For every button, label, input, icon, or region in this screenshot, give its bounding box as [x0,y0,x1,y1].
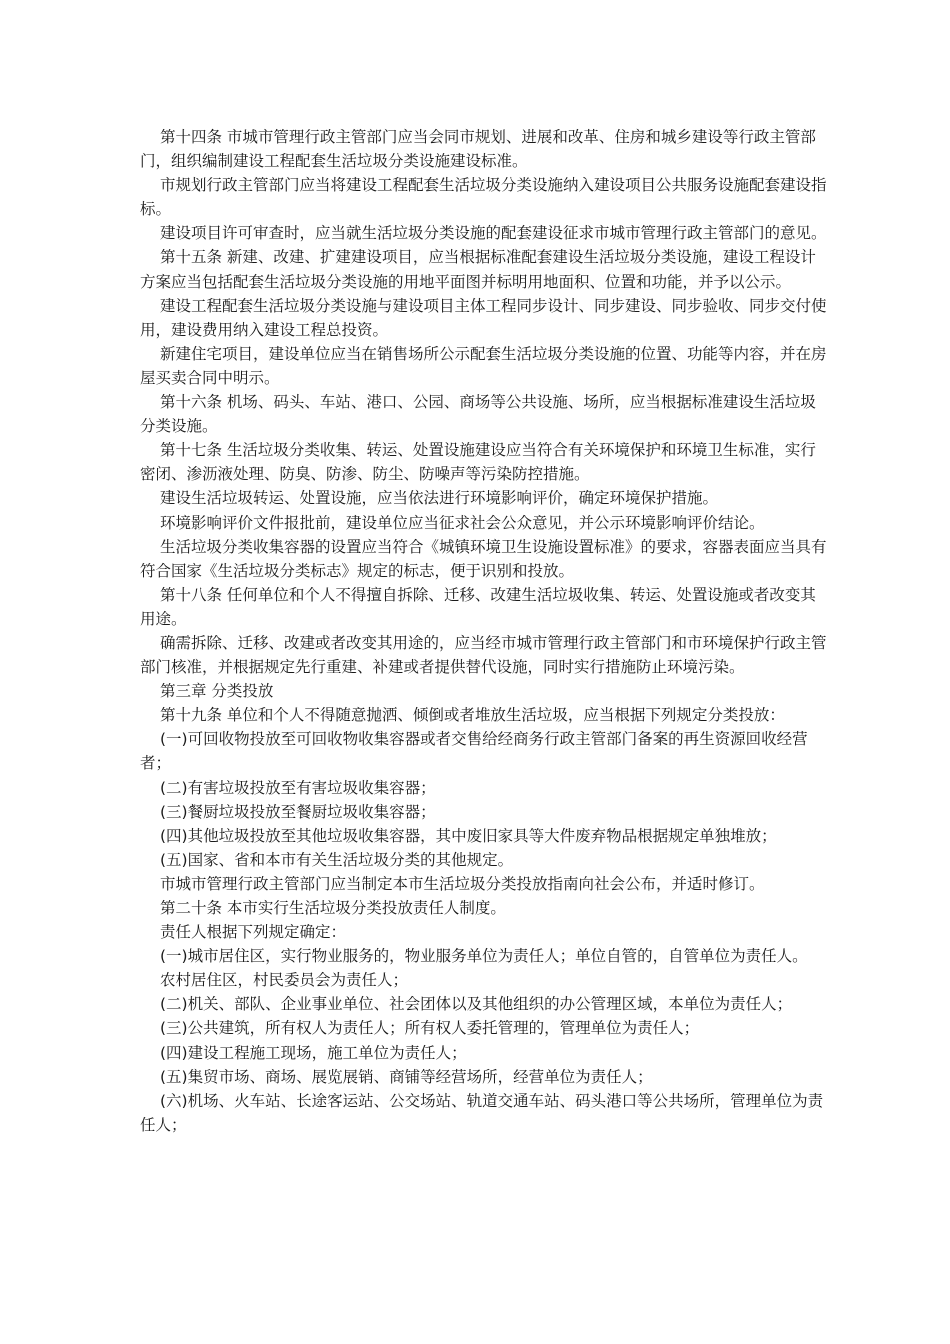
list-item: (六)机场、火车站、长途客运站、公交场站、轨道交通车站、码头港口等公共场所，管理单位为责任人； [140,1091,824,1134]
article-19-paragraph: 第十九条 单位和个人不得随意抛洒、倾倒或者堆放生活垃圾，应当根据下列规定分类投放： [160,706,785,725]
article-15-paragraph: 第十五条 新建、改建、扩建建设项目，应当根据标准配套建设生活垃圾分类设施，建设工程设计方案应当包括配套生活垃圾分类设施的用地平面图并标明用地面积、位置和功能，并予以公示。 [140,248,816,291]
paragraph: 市城市管理行政主管部门应当制定本市生活垃圾分类投放指南向社会公布，并适时修订。 [160,874,765,893]
article-17-paragraph: 第十七条 生活垃圾分类收集、转运、处置设施建设应当符合有关环境保护和环境卫生标准，实行密闭、渗沥液处理、防臭、防渗、防尘、防噪声等污染防控措施。 [140,441,816,484]
document-body [140,125,830,1137]
list-item: 农村居住区，村民委员会为责任人； [160,971,409,990]
paragraph: 市规划行政主管部门应当将建设工程配套生活垃圾分类设施纳入建设项目公共服务设施配套建设指标。 [140,176,827,219]
article-18-paragraph: 第十八条 任何单位和个人不得擅自拆除、迁移、改建生活垃圾收集、转运、处置设施或者改变其用途。 [140,585,816,628]
paragraph: 环境影响评价文件报批前，建设单位应当征求社会公众意见，并公示环境影响评价结论。 [160,513,765,532]
list-item: (四)其他垃圾投放至其他垃圾收集容器，其中废旧家具等大件废弃物品根据规定单独堆放； [160,826,777,845]
paragraph: 建设生活垃圾转运、处置设施，应当依法进行环境影响评价，确定环境保护措施。 [160,489,719,508]
list-item: (五)国家、省和本市有关生活垃圾分类的其他规定。 [160,850,514,869]
chapter-heading: 第三章 分类投放 [160,682,274,701]
list-item: (一)城市居住区，实行物业服务的，物业服务单位为责任人；单位自管的，自管单位为责任人。 [160,947,808,966]
paragraph: 建设项目许可审查时，应当就生活垃圾分类设施的配套建设征求市城市管理行政主管部门的意见。 [160,224,827,243]
article-16-paragraph: 第十六条 机场、码头、车站、港口、公园、商场等公共设施、场所，应当根据标准建设生活垃圾分类设施。 [140,393,816,436]
list-item: (三)餐厨垃圾投放至餐厨垃圾收集容器； [160,802,436,821]
paragraph: 生活垃圾分类收集容器的设置应当符合《城镇环境卫生设施设置标准》的要求，容器表面应当具有符合国家《生活垃圾分类标志》规定的标志，便于识别和投放。 [140,537,827,580]
list-item: (一)可回收物投放至可回收物收集容器或者交售给经商务行政主管部门备案的再生资源回收经营者； [140,730,808,773]
list-item: (四)建设工程施工现场，施工单位为责任人； [160,1043,467,1062]
paragraph: 确需拆除、迁移、改建或者改变其用途的，应当经市城市管理行政主管部门和市环境保护行政主管部门核准，并根据规定先行重建、补建或者提供替代设施，同时实行措施防止环境污染。 [140,633,827,677]
paragraph: 责任人根据下列规定确定： [160,923,347,942]
list-item: (五)集贸市场、商场、展览展销、商铺等经营场所，经营单位为责任人； [160,1067,653,1086]
list-item: (三)公共建筑，所有权人为责任人；所有权人委托管理的，管理单位为责任人； [160,1019,700,1038]
paragraph: 建设工程配套生活垃圾分类设施与建设项目主体工程同步设计、同步建设、同步验收、同步交付使用，建设费用纳入建设工程总投资。 [140,296,827,339]
list-item: (二)机关、部队、企业事业单位、社会团体以及其他组织的办公管理区域，本单位为责任人； [160,995,793,1014]
article-20-paragraph: 第二十条 本市实行生活垃圾分类投放责任人制度。 [160,899,506,917]
paragraph: 新建住宅项目，建设单位应当在销售场所公示配套生活垃圾分类设施的位置、功能等内容，并在房屋买卖合同中明示。 [140,344,827,387]
article-14-paragraph: 第十四条 市城市管理行政主管部门应当会同市规划、进展和改革、住房和城乡建设等行政主管部门，组织编制建设工程配套生活垃圾分类设施建设标准。 [140,128,816,171]
list-item: (二)有害垃圾投放至有害垃圾收集容器； [160,778,436,797]
